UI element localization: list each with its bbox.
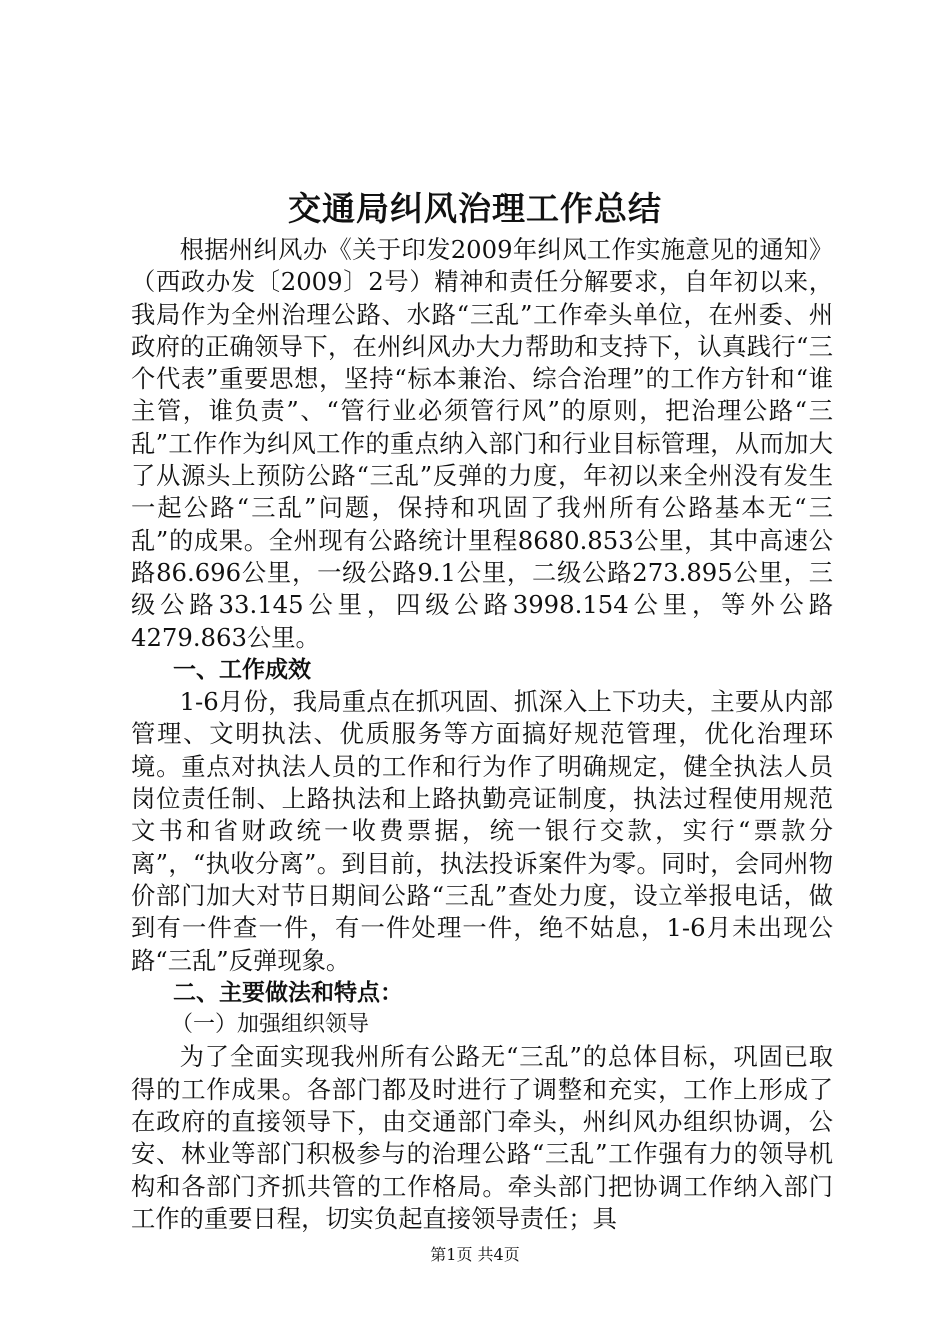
document-body <box>131 234 833 1235</box>
section-heading-results: 一、工作成效 <box>173 656 311 683</box>
document-title: 交通局纠风治理工作总结 <box>288 189 662 228</box>
paragraph-results: 1-6月份，我局重点在抓巩固、抓深入上下功夫，主要从内部管理、文明执法、优质服务等方面搞好规范管理，优化治理环境。重点对执法人员的工作和行为作了明确规定，健全执法人员岗位责任制、上路执法和上路执勤亮证制度，执法过程使用规范文书和省财政统一收费票据，统一银行交款，实行“票款分离”，“执收分离”。到目前，执法投诉案件为零。同时，会同州物价部门加大对节日期间公路“三乱”查处力度，设立举报电话，做到有一件查一件，有一件处理一件，绝不姑息，1-6月未出现公路“三乱”反弹现象。 <box>131 687 833 975</box>
section-heading-methods: 二、主要做法和特点： <box>173 979 403 1006</box>
page-number-footer: 第1页 共4页 <box>430 1245 520 1264</box>
paragraph-leadership: 为了全面实现我州所有公路无“三乱”的总体目标，巩固已取得的工作成果。各部门都及时进行了调整和充实，工作上形成了在政府的直接领导下，由交通部门牵头，州纠风办组织协调，公安、林业等部门积极参与的治理公路“三乱”工作强有力的领导机构和各部门齐抓共管的工作格局。牵头部门把协调工作纳入部门工作的重要日程，切实负起直接领导责任；具 <box>131 1042 833 1233</box>
subsection-heading-leadership: （一）加强组织领导 <box>171 1012 370 1038</box>
paragraph-intro: 根据州纠风办《关于印发2009年纠风工作实施意见的通知》（西政办发〔2009〕2号）精神和责任分解要求，自年初以来，我局作为全州治理公路、水路“三乱”工作牵头单位，在州委、州政府的正确领导下，在州纠风办大力帮助和支持下，认真践行“三个代表”重要思想，坚持“标本兼治、综合治理”的工作方针和“谁主管，谁负责”、“管行业必须管行风”的原则，把治理公路“三乱”工作作为纠风工作的重点纳入部门和行业目标管理，从而加大了从源头上预防公路“三乱”反弹的力度，年初以来全州没有发生一起公路“三乱”问题，保持和巩固了我州所有公路基本无“三乱”的成果。全州现有公路统计里程8680.853公里，其中高速公路86.696公里，一级公路9.1公里，二级公路273.895公里，三级公路33.145公里，四级公路3998.154公里，等外公路4279.863公里。 <box>131 235 833 652</box>
